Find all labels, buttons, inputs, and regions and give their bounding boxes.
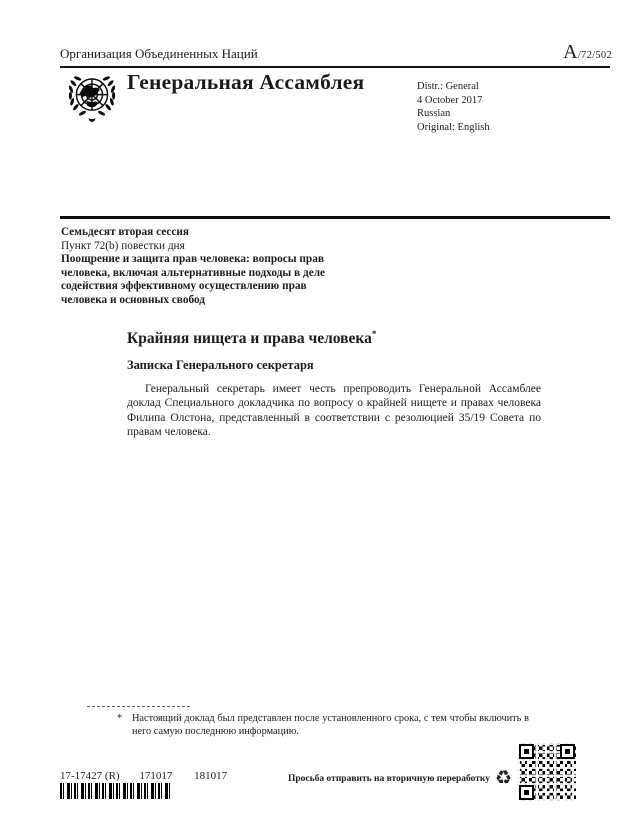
un-emblem-icon (62, 70, 122, 130)
distr-line: 4 October 2017 (417, 94, 483, 106)
page-title: Генеральная Ассамблея (127, 70, 365, 94)
distr-line: Distr.: General (417, 81, 479, 92)
doc-symbol (563, 41, 612, 64)
doc-symbol-number: /72/502 (577, 50, 612, 61)
agenda-item: Пункт 72(b) повестки дня (61, 239, 185, 252)
doc-symbol-letter: A (563, 41, 578, 63)
session-title: Семьдесят вторая сессия (61, 226, 190, 238)
distribution-block (417, 80, 490, 134)
barcode-image (60, 783, 170, 799)
report-subtitle: Записка Генерального секретаря (127, 358, 314, 372)
qr-finder-bottom-left (519, 785, 534, 800)
footnote (117, 712, 529, 738)
distr-line: Original: English (417, 121, 490, 133)
session-block (61, 226, 329, 308)
footnote-text: Настоящий доклад был представлен после установленного срока, с тем чтобы включить в него самую последнюю информацию. (132, 713, 529, 737)
footer-codes (60, 770, 227, 782)
qr-code-image (516, 741, 578, 803)
section-rule (60, 216, 610, 219)
agenda-title: Поощрение и защита прав человека: вопросы прав человека, включая альтернативные подходы в деле содействия эффективному осуществлению прав человека и основных свобод (61, 253, 326, 306)
report-title (127, 329, 376, 348)
date-code-1: 171017 (139, 770, 173, 782)
org-name: Организация Объединенных Наций (60, 46, 258, 61)
date-code-2: 181017 (194, 770, 228, 782)
distr-line: Russian (417, 108, 451, 119)
recycle-text: Просьба отправить на вторичную переработку (288, 773, 490, 784)
qr-finder-top-right (560, 744, 575, 759)
footnote-separator (87, 706, 190, 707)
recycle-note (288, 769, 512, 788)
header-rule (60, 66, 610, 68)
body-paragraph: Генеральный секретарь имеет честь препроводить Генеральной Ассамблее доклад Специального докладчика по вопросу о крайней нищете и правах человека Филипа Олстона, представленный в соответствии с резолюцией 35/19 Совета по правам человека. (127, 383, 541, 439)
footnote-marker-ref: * (371, 329, 377, 339)
recycle-icon: ♻ (495, 767, 513, 789)
job-number: 17-17427 (R) (60, 770, 120, 782)
qr-finder-top-left (519, 744, 534, 759)
footnote-marker: * (117, 713, 123, 724)
report-title-text: Крайняя нищета и права человека (127, 330, 372, 348)
